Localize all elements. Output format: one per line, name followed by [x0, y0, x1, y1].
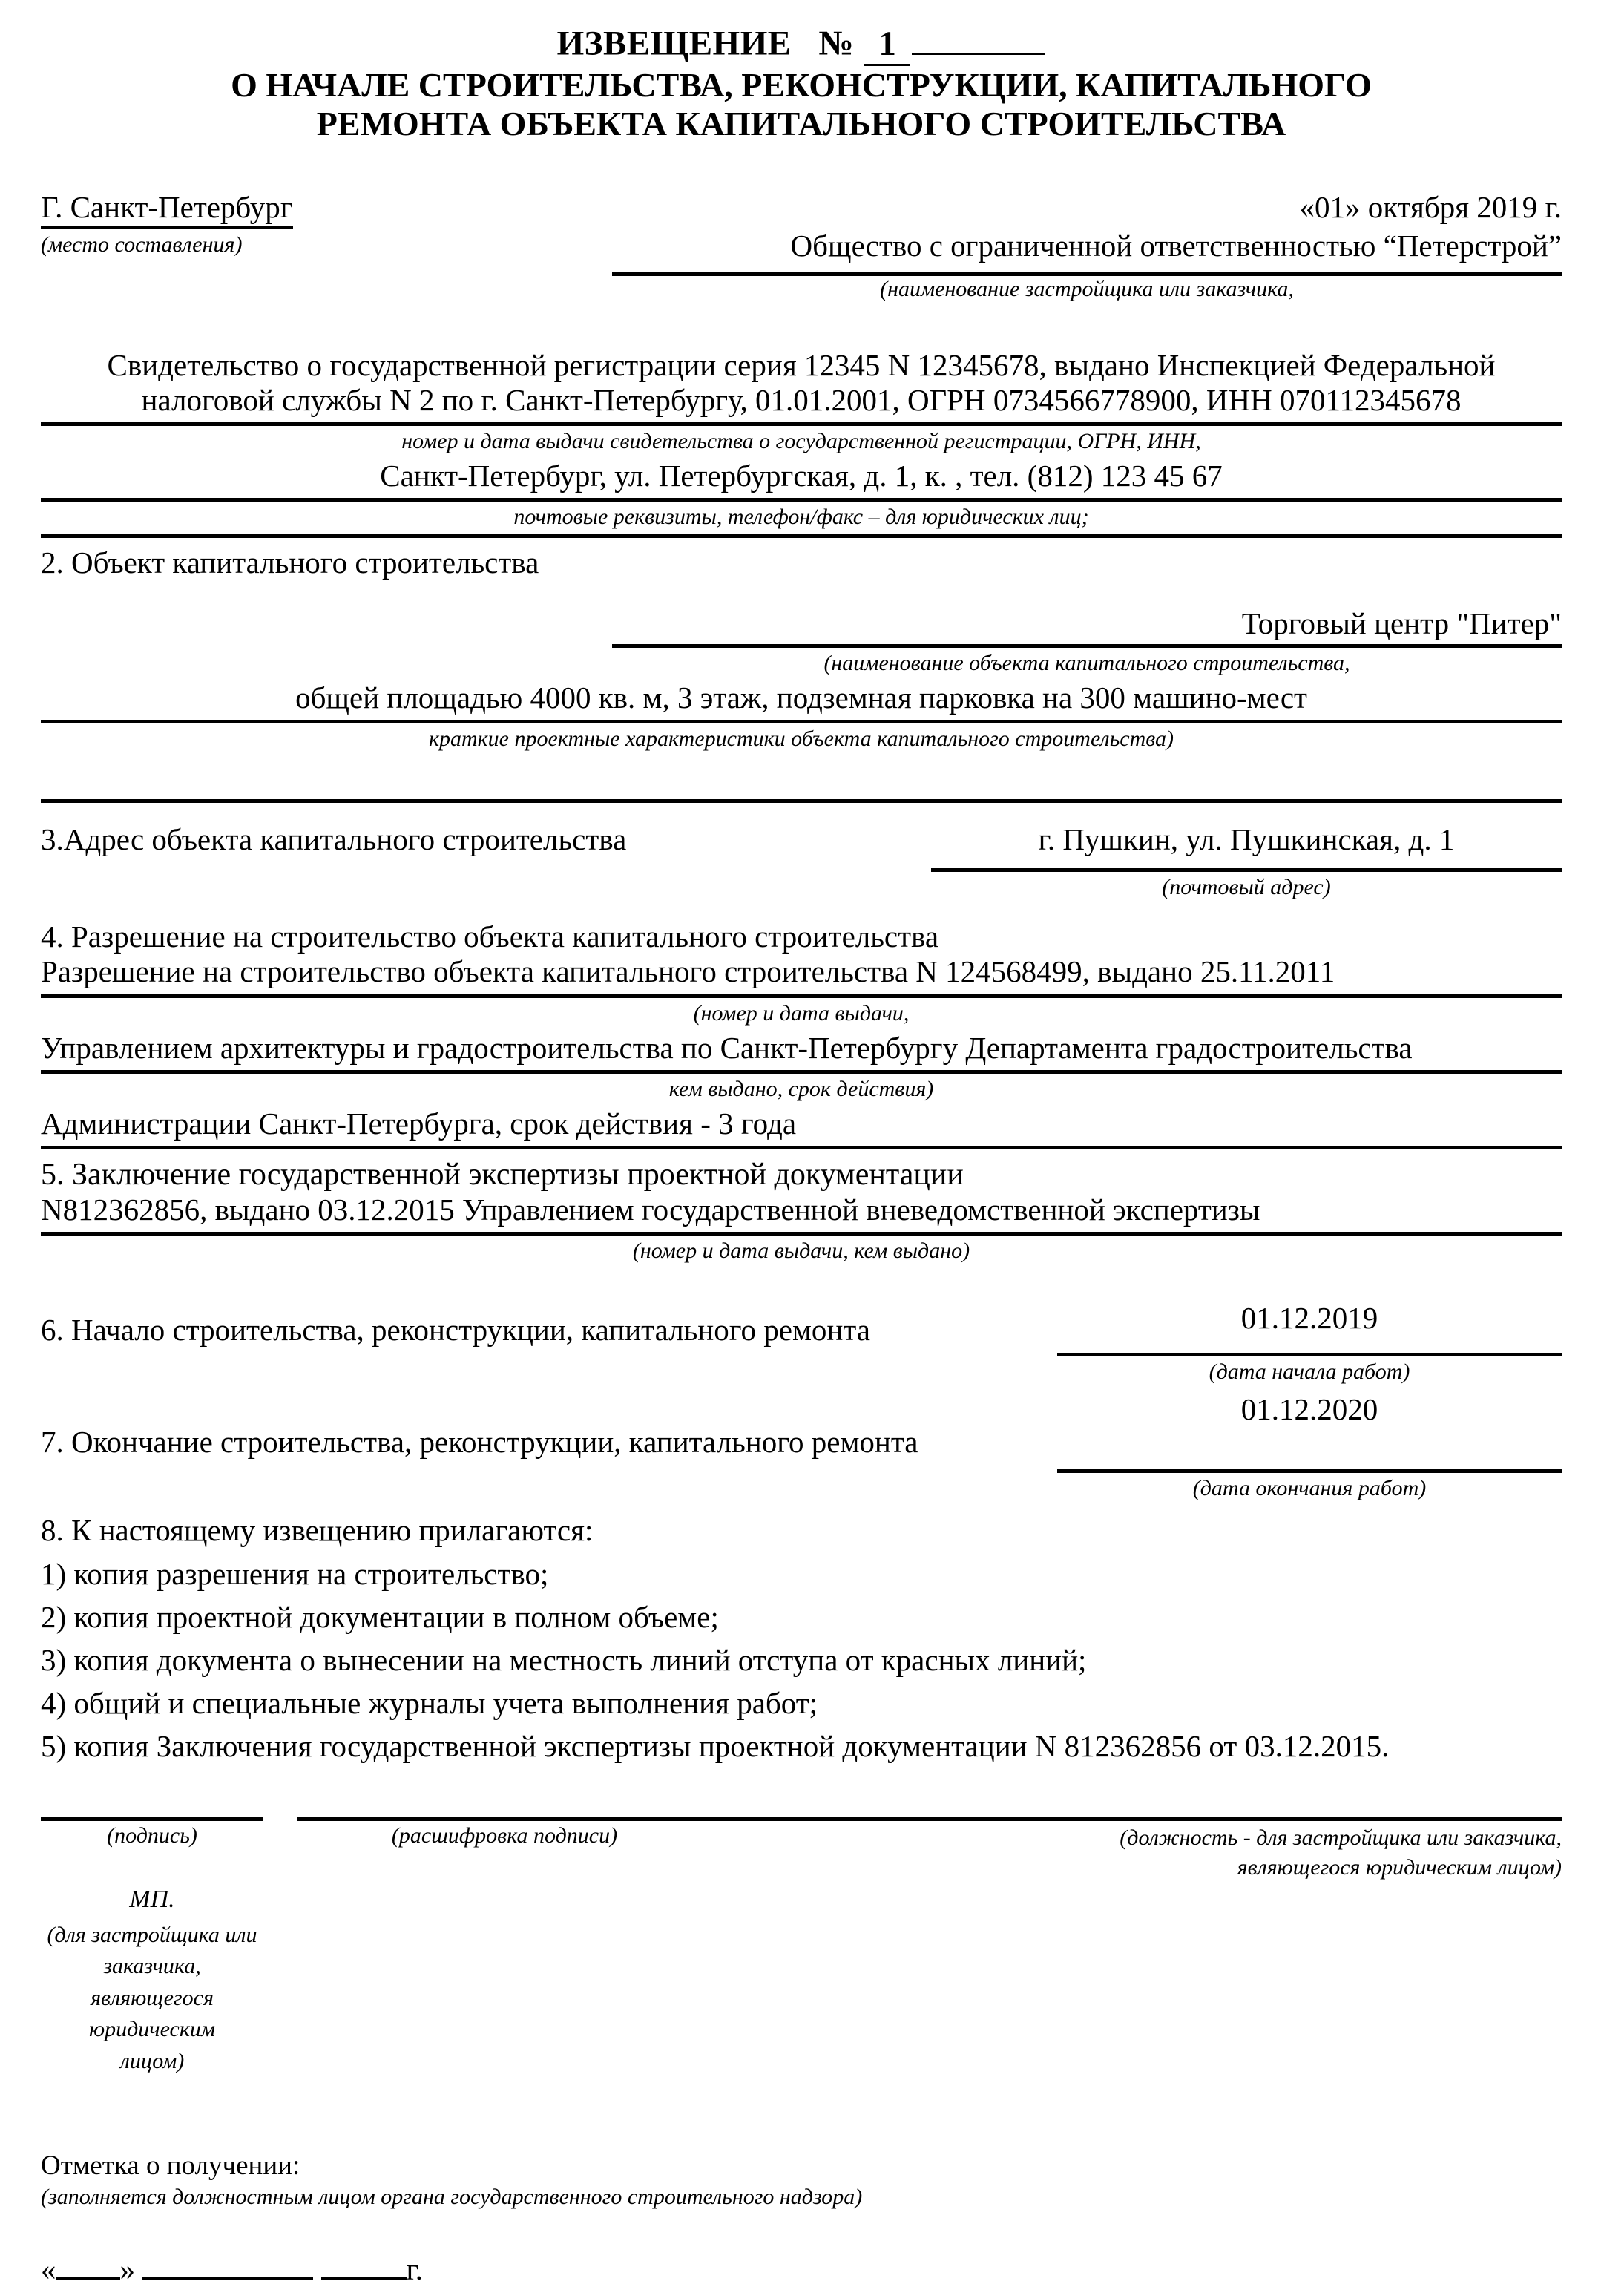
title-line-3: РЕМОНТА ОБЪЕКТА КАПИТАЛЬНОГО СТРОИТЕЛЬСТВА	[316, 104, 1286, 142]
receipt-date-line	[41, 2251, 1562, 2287]
signature-caption: (подпись)	[107, 1822, 197, 1848]
place-of-compilation-value: Г. Санкт-Петербург	[41, 189, 293, 229]
attachment-item: 5) копия Заключения государственной экспертизы проектной документации N 812362856 от 03.12.2015.	[41, 1729, 1390, 1764]
permit-validity-value: Администрации Санкт-Петербурга, срок действия - 3 года	[41, 1106, 797, 1141]
permit-issuer-caption: кем выдано, срок действия)	[668, 1076, 934, 1101]
section-7-heading: 7. Окончание строительства, реконструкции, капитального ремонта	[41, 1425, 918, 1460]
registration-block	[41, 348, 1562, 538]
title-line-2: О НАЧАЛЕ СТРОИТЕЛЬСТВА, РЕКОНСТРУКЦИИ, КАПИТАЛЬНОГО	[231, 65, 1372, 104]
signature-transcript-rule	[297, 1817, 1562, 1821]
attachment-item: 3) копия документа о вынесении на местность линий отступа от красных линий;	[41, 1642, 1087, 1677]
stamp-caption-line-1: (для застройщика или заказчика,	[47, 1922, 257, 1979]
signature-rule	[41, 1817, 263, 1821]
receipt-title: Отметка о получении:	[41, 2150, 300, 2181]
signature-position-caption-line-2: являющегося юридическим лицом)	[1237, 1855, 1562, 1880]
document-title-block	[41, 0, 1562, 143]
section-4-heading: 4. Разрешение на строительство объекта капитального строительства	[41, 919, 939, 954]
title-number-symbol: №	[818, 24, 855, 63]
section-2-heading: 2. Объект капитального строительства	[41, 545, 539, 580]
section-5-heading: 5. Заключение государственной экспертизы проектной документации	[41, 1157, 964, 1192]
registration-line-1: Свидетельство о государственной регистрации серия 12345 N 12345678, выдано Инспекцией Федеральной	[107, 347, 1496, 382]
title-number-blank	[912, 19, 1045, 55]
permit-caption: (номер и дата выдачи,	[693, 1000, 910, 1026]
object-characteristics-caption: краткие проектные характеристики объекта капитального строительства)	[428, 726, 1174, 752]
object-name-value: Торговый центр "Питер"	[1241, 606, 1562, 641]
object-address-value: г. Пушкин, ул. Пушкинская, д. 1	[1038, 822, 1455, 857]
work-start-date-value: 01.12.2019	[1240, 1301, 1378, 1336]
receipt-month-blank	[142, 2277, 313, 2280]
receipt-year-suffix: г.	[406, 2251, 423, 2286]
stamp-placeholder: МП.	[129, 1885, 175, 1913]
document-body	[41, 0, 1562, 2287]
section-2-block	[41, 545, 1562, 803]
title-line-1	[41, 19, 1562, 66]
receipt-caption: (заполняется должностным лицом органа государственного строительного надзора)	[41, 2184, 863, 2209]
header-block	[41, 189, 1562, 315]
section-8-heading: 8. К настоящему извещению прилагаются:	[41, 1513, 594, 1548]
postal-details-caption: почтовые реквизиты, телефон/факс – для юридических лиц;	[513, 505, 1089, 529]
expertise-caption: (номер и дата выдачи, кем выдано)	[632, 1238, 970, 1264]
section-6-heading: 6. Начало строительства, реконструкции, капитального ремонта	[41, 1313, 870, 1348]
work-start-date-caption: (дата начала работ)	[1209, 1359, 1410, 1385]
registration-caption: номер и дата выдачи свидетельства о государственной регистрации, ОГРН, ИНН,	[401, 428, 1201, 453]
section-5-block	[41, 1157, 1562, 1268]
developer-name-caption: (наименование застройщика или заказчика,	[880, 276, 1294, 301]
signature-block	[41, 1817, 1562, 2073]
receipt-year-blank	[321, 2277, 407, 2280]
section-3-heading: 3.Адрес объекта капитального строительства	[41, 822, 627, 857]
postal-details-value: Санкт-Петербург, ул. Петербургская, д. 1, к. , тел. (812) 123 45 67	[380, 458, 1223, 493]
section-6-block	[41, 1301, 1562, 1385]
document-date-value: «01» октября 2019 г.	[1299, 189, 1562, 224]
section-8-block	[41, 1509, 1562, 1768]
registration-line-2: налоговой службы N 2 по г. Санкт-Петербургу, 01.01.2001, ОГРН 0734566778900, ИНН 070112345678	[141, 382, 1462, 417]
object-address-caption: (почтовый адрес)	[1162, 875, 1331, 900]
signature-transcript-caption: (расшифровка подписи)	[391, 1822, 618, 1848]
section-2-bottom-rule	[41, 799, 1562, 803]
signature-position-caption	[783, 1823, 1562, 1883]
developer-name-value: Общество с ограниченной ответственностью “Петерстрой”	[790, 228, 1562, 263]
attachment-item: 2) копия проектной документации в полном объеме;	[41, 1599, 719, 1634]
title-number-value: 1	[864, 24, 910, 66]
section-4-block	[41, 919, 1562, 1149]
receipt-day-blank	[56, 2277, 120, 2280]
attachment-item: 1) копия разрешения на строительство;	[41, 1556, 549, 1591]
work-end-date-value: 01.12.2020	[1240, 1392, 1378, 1427]
work-end-date-caption: (дата окончания работ)	[1192, 1476, 1427, 1501]
receipt-block	[41, 2150, 1562, 2287]
stamp-caption	[41, 1920, 263, 2078]
place-of-compilation-caption: (место составления)	[41, 232, 243, 257]
developer-name-rule	[612, 272, 1562, 276]
postal-details-rule-bottom	[41, 534, 1562, 538]
permit-value: Разрешение на строительство объекта капитального строительства N 124568499, выдано 25.11.2011	[41, 954, 1335, 989]
stamp-caption-line-2: являющегося юридическим	[88, 1985, 216, 2042]
section-7-block	[41, 1392, 1562, 1501]
permit-validity-rule	[41, 1146, 1562, 1149]
section-3-block	[41, 822, 1562, 900]
title-word-izveshchenie: ИЗВЕЩЕНИЕ	[556, 24, 792, 63]
receipt-date-close-quote: »	[119, 2251, 135, 2286]
stamp-caption-line-3: лицом)	[119, 2048, 185, 2073]
expertise-value: N812362856, выдано 03.12.2015 Управлением государственной вневедомственной экспертизы	[41, 1192, 1260, 1227]
receipt-date-open-quote: «	[41, 2251, 56, 2286]
object-name-caption: (наименование объекта капитального строительства,	[823, 651, 1350, 676]
object-characteristics-value: общей площадью 4000 кв. м, 3 этаж, подземная парковка на 300 машино-мест	[295, 680, 1307, 715]
permit-issuer-value: Управлением архитектуры и градостроительства по Санкт-Петербургу Департамента градостроительства	[41, 1030, 1413, 1065]
signature-position-caption-line-1: (должность - для застройщика или заказчика,	[1120, 1825, 1562, 1850]
attachment-item: 4) общий и специальные журналы учета выполнения работ;	[41, 1686, 818, 1721]
